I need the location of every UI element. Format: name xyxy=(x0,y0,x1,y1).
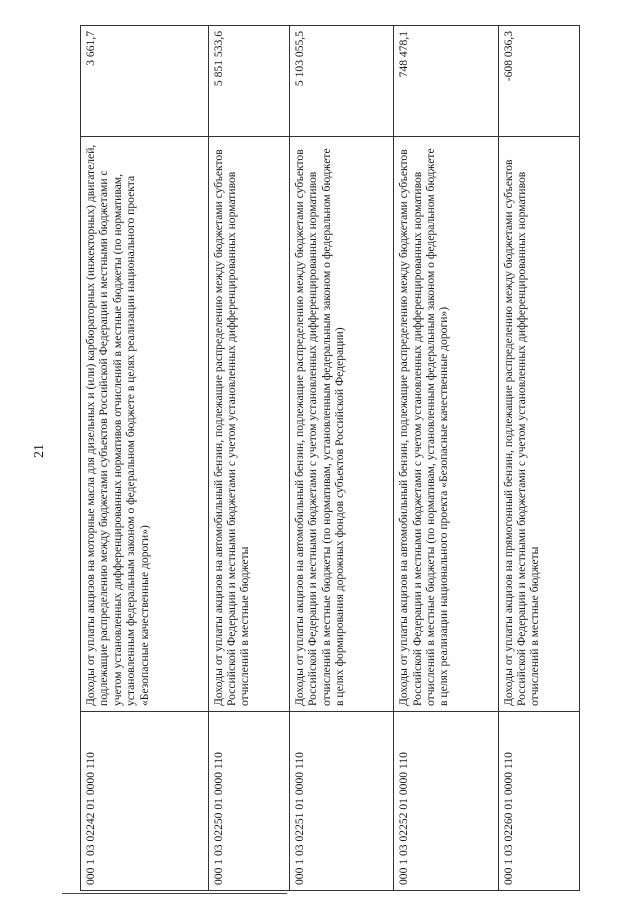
budget-code-cell: 000 1 03 02250 01 0000 110 xyxy=(208,712,289,891)
description-cell: Доходы от уплаты акцизов на моторные масла для дизельных и (или) карбюраторных (инжекторных) двигателей, подлежащие распределению между бюджетами субъектов Российской Федерации и местными бюджетами с учетом установленных дифференцированных нормативов отчислений в местные бюджеты (по нормативам, установленным федеральным законом о федеральном бюджете в целях реализации национального проекта «Безопасные качественные дороги») xyxy=(81,137,209,712)
footer-rule xyxy=(62,893,287,894)
budget-code-cell: 000 1 03 02242 01 0000 110 xyxy=(81,712,209,891)
amount-cell: 748 478,1 xyxy=(394,26,498,137)
table-row xyxy=(208,26,289,891)
table-row xyxy=(498,26,579,891)
budget-code-cell: 000 1 03 02252 01 0000 110 xyxy=(394,712,498,891)
amount-cell: 5 851 533,6 xyxy=(208,26,289,137)
table-row xyxy=(394,26,498,891)
amount-cell: 5 103 055,5 xyxy=(289,26,393,137)
budget-code-cell: 000 1 03 02251 01 0000 110 xyxy=(289,712,393,891)
table-row xyxy=(289,26,393,891)
description-cell: Доходы от уплаты акцизов на автомобильный бензин, подлежащие распределению между бюджетами субъектов Российской Федерации и местными бюджетами с учетом установленных дифференцированных нормативов отчислений в местные бюджеты (по нормативам, установленным федеральным законом о федеральном бюджете в целях формирования дорожных фондов субъектов Российской Федерации) xyxy=(289,137,393,712)
table-row xyxy=(81,26,209,891)
description-cell: Доходы от уплаты акцизов на автомобильный бензин, подлежащие распределению между бюджетами субъектов Российской Федерации и местными бюджетами с учетом установленных дифференцированных нормативов отчислений в местные бюджеты xyxy=(208,137,289,712)
budget-code-cell: 000 1 03 02260 01 0000 110 xyxy=(498,712,579,891)
revenue-table xyxy=(80,25,580,891)
rotated-page-content xyxy=(80,31,580,891)
amount-cell: 3 661,7 xyxy=(81,26,209,137)
description-cell: Доходы от уплаты акцизов на автомобильный бензин, подлежащие распределению между бюджетами субъектов Российской Федерации и местными бюджетами с учетом установленных дифференцированных нормативов отчислений в местные бюджеты (по нормативам, установленным федеральным законом о федеральном бюджете в целях реализации национального проекта «Безопасные качественные дороги») xyxy=(394,137,498,712)
page-number: 21 xyxy=(32,444,47,458)
description-cell: Доходы от уплаты акцизов на прямогонный бензин, подлежащие распределению между бюджетами субъектов Российской Федерации и местными бюджетами с учетом установленных дифференцированных нормативов отчислений в местные бюджеты xyxy=(498,137,579,712)
amount-cell: -608 036,3 xyxy=(498,26,579,137)
